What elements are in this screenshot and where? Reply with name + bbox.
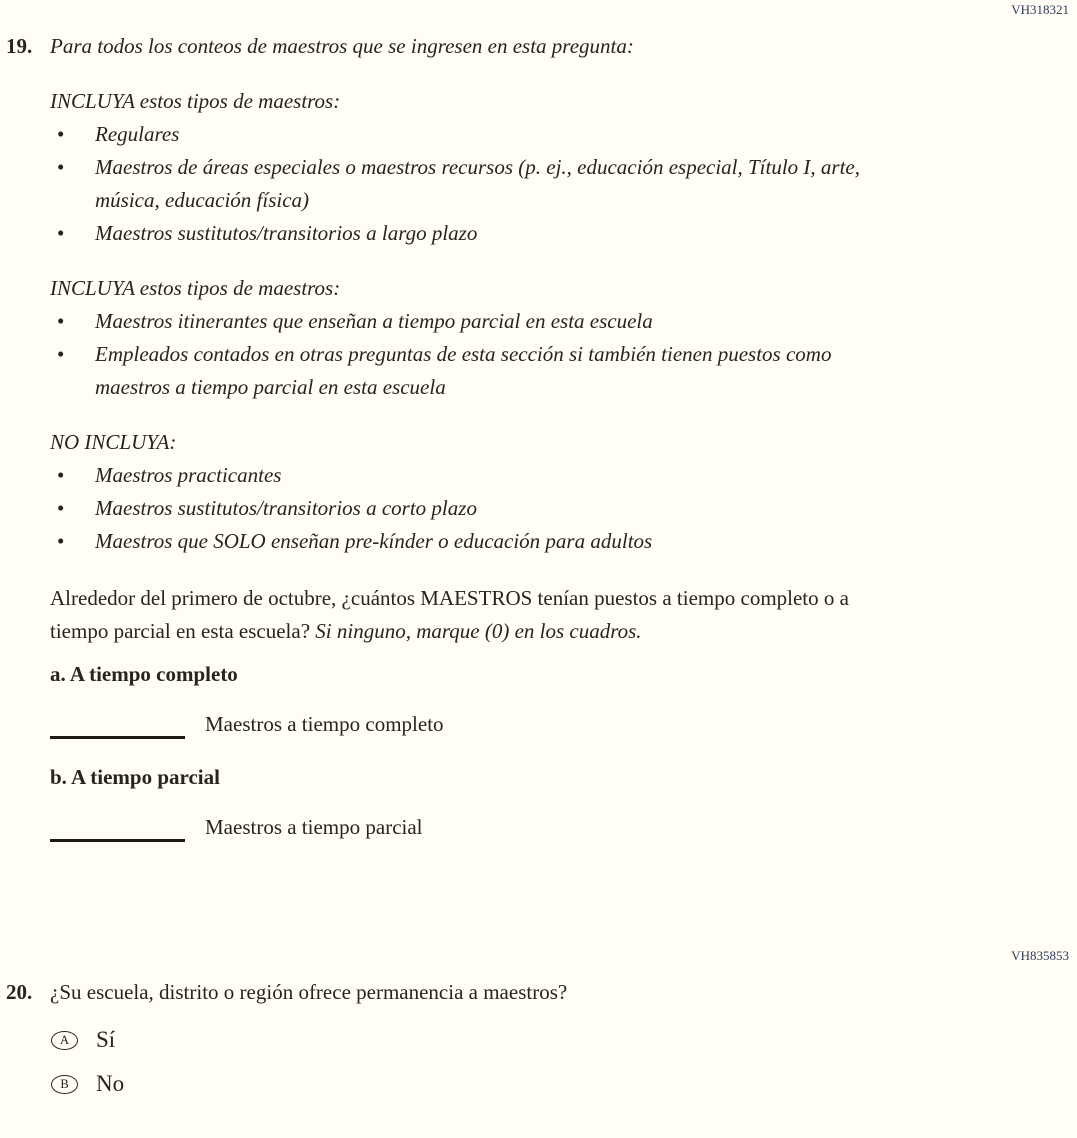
list-item [50, 217, 1077, 250]
list-item [50, 338, 1077, 404]
include-section-1-list [50, 118, 1077, 250]
list-item-text: Empleados contados en otras preguntas de esta sección si también tienen puestos como maestros a tiempo parcial en esta escuela [95, 342, 832, 399]
list-item [50, 305, 1077, 338]
list-item [50, 459, 1077, 492]
list-item-text: Maestros sustitutos/transitorios a largo plazo [95, 221, 478, 245]
list-item [50, 118, 1077, 151]
bullet-icon: • [57, 496, 65, 520]
question-19-prompt: Para todos los conteos de maestros que se ingresen en esta pregunta: [50, 34, 634, 58]
list-item-text: Regulares [95, 122, 180, 146]
list-item [50, 492, 1077, 525]
include-section-1-heading: INCLUYA estos tipos de maestros: [50, 89, 341, 113]
question-20-code: VH835853 [1011, 948, 1069, 963]
list-item-text: Maestros de áreas especiales o maestros recursos (p. ej., educación especial, Título I, arte, música, educación física) [95, 155, 861, 212]
bullet-icon: • [57, 221, 65, 245]
fulltime-count-field[interactable] [50, 710, 185, 739]
option-a[interactable] [0, 1025, 1077, 1055]
part-a-answer-row [50, 709, 1077, 739]
radio-a-button[interactable]: A [51, 1031, 78, 1050]
question-19-code: VH318321 [1011, 2, 1069, 17]
list-item-text: Maestros practicantes [95, 463, 282, 487]
list-item [50, 525, 1077, 558]
question-19 [0, 30, 1077, 842]
bullet-icon: • [57, 463, 65, 487]
bullet-icon: • [57, 529, 65, 553]
question-20 [0, 976, 1077, 1009]
exclude-section-heading: NO INCLUYA: [50, 430, 177, 454]
option-b-label: No [96, 1071, 125, 1096]
bullet-icon: • [57, 342, 65, 366]
question-19-note: Si ninguno, marque (0) en los cuadros. [315, 619, 642, 643]
fulltime-count-label: Maestros a tiempo completo [205, 712, 444, 736]
include-section-2-list [50, 305, 1077, 404]
option-b[interactable] [0, 1069, 1077, 1099]
option-a-label: Sí [96, 1027, 116, 1052]
include-section-2-heading: INCLUYA estos tipos de maestros: [50, 276, 341, 300]
bullet-icon: • [57, 155, 65, 179]
part-b-label: b. A tiempo parcial [50, 765, 220, 789]
parttime-count-field[interactable] [50, 813, 185, 842]
list-item-text: Maestros sustitutos/transitorios a corto plazo [95, 496, 477, 520]
exclude-section-list [50, 459, 1077, 558]
parttime-count-label: Maestros a tiempo parcial [205, 815, 423, 839]
list-item-text: Maestros que SOLO enseñan pre-kínder o educación para adultos [95, 529, 653, 553]
question-20-number: 20. [6, 980, 33, 1004]
part-a-label: a. A tiempo completo [50, 662, 238, 686]
question-20-prompt: ¿Su escuela, distrito o región ofrece permanencia a maestros? [50, 980, 568, 1004]
list-item [50, 151, 1077, 217]
question-19-main-text: Alrededor del primero de octubre, ¿cuántos MAESTROS tenían puestos a tiempo completo o a tiempo parcial en esta escuela? [50, 586, 849, 643]
list-item-text: Maestros itinerantes que enseñan a tiempo parcial en esta escuela [95, 309, 653, 333]
bullet-icon: • [57, 122, 65, 146]
question-19-main-question [50, 582, 895, 648]
part-b-answer-row [50, 812, 1077, 842]
bullet-icon: • [57, 309, 65, 333]
question-19-number: 19. [6, 34, 33, 58]
radio-b-button[interactable]: B [51, 1075, 78, 1094]
